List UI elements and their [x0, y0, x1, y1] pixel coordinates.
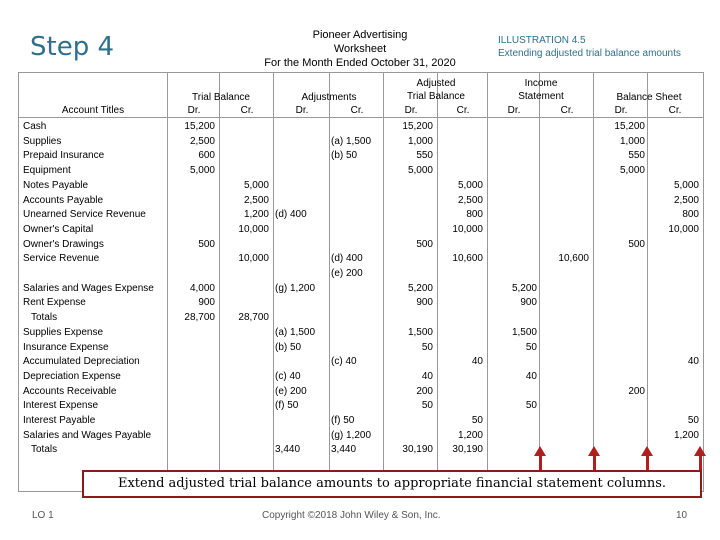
atb-cr-cell: 40 [471, 356, 483, 368]
period: For the Month Ended October 31, 2020 [264, 57, 456, 69]
header-divider [19, 117, 703, 118]
adj-cr-cell: (d) 400 [331, 253, 363, 265]
atb-cr-cell: 50 [471, 415, 483, 426]
adj-cr-cell: (g) 1,200 [331, 429, 372, 441]
adj-cr-cell: (a) 1,500 [331, 135, 372, 147]
bs-dr-cell: 15,200 [614, 121, 645, 132]
grid-line [273, 73, 274, 491]
atb-dr-cell: 550 [416, 150, 433, 162]
bs-cr-cell: 50 [687, 415, 699, 426]
account-title: Totals [31, 312, 58, 324]
atb-cr-cell: 5,000 [457, 179, 483, 191]
dr-label: Dr. [507, 105, 521, 116]
atb-dr-cell: 200 [416, 385, 433, 397]
atb-cr-cell: 30,190 [452, 444, 483, 456]
adj-cr-cell: (c) 40 [331, 356, 357, 368]
account-title: Owner's Drawings [23, 238, 104, 250]
income-statement-header-2: Statement [518, 91, 564, 102]
tb-dr-cell: 900 [198, 297, 215, 309]
atb-dr-cell: 40 [421, 370, 433, 382]
is-dr-cell: 50 [525, 400, 537, 412]
grid-line [487, 73, 488, 491]
bs-dr-cell: 550 [628, 150, 645, 162]
bs-cr-cell: 2,500 [673, 194, 699, 206]
cr-label: Cr. [456, 105, 470, 116]
tb-dr-cell: 600 [198, 150, 215, 162]
bs-dr-cell: 200 [628, 385, 645, 397]
bs-dr-cell: 5,000 [619, 165, 645, 177]
adj-cr-cell: (e) 200 [331, 268, 363, 279]
illustration-title: ILLUSTRATION 4.5 [498, 35, 586, 46]
arrow-shaft [539, 455, 542, 471]
atb-dr-cell: 900 [416, 297, 433, 309]
bs-cr-cell: 40 [687, 356, 699, 368]
cr-label: Cr. [560, 105, 574, 116]
atb-cr-cell: 2,500 [457, 194, 483, 206]
copyright: Copyright ©2018 John Wiley & Son, Inc. [262, 510, 441, 521]
account-title: Supplies [23, 135, 62, 147]
cr-label: Cr. [668, 105, 682, 116]
account-title: Rent Expense [23, 297, 86, 309]
atb-dr-cell: 15,200 [402, 121, 433, 132]
tb-dr-cell: 5,000 [189, 165, 215, 177]
balance-sheet-header: Balance Sheet [616, 92, 682, 103]
account-title: Accumulated Depreciation [23, 356, 140, 368]
tb-dr-cell: 15,200 [184, 121, 215, 132]
illustration-caption [498, 34, 681, 60]
adj-dr-cell: (f) 50 [275, 400, 299, 412]
grid-line [647, 73, 648, 491]
atb-dr-cell: 1,000 [407, 135, 433, 147]
bs-dr-cell: 500 [628, 238, 645, 250]
bs-cr-cell: 10,000 [668, 223, 699, 235]
account-title: Notes Payable [23, 179, 89, 191]
grid-line [329, 73, 330, 491]
arrow-up-icon [588, 446, 600, 456]
atb-cr-cell: 10,000 [452, 223, 483, 235]
is-dr-cell: 40 [525, 370, 537, 382]
bs-cr-cell: 5,000 [673, 179, 699, 191]
trial-balance-header: Trial Balance [192, 92, 250, 103]
atb-dr-cell: 50 [421, 341, 433, 353]
document-name: Worksheet [333, 43, 387, 55]
tb-dr-cell: 4,000 [189, 282, 215, 294]
account-title: Accounts Receivable [23, 385, 117, 397]
step-title: Step 4 [30, 32, 115, 62]
tb-cr-cell: 10,000 [238, 253, 269, 265]
adj-dr-cell: (d) 400 [275, 209, 307, 221]
tb-dr-cell: 28,700 [184, 312, 215, 324]
arrow-up-icon [694, 446, 706, 456]
account-title: Unearned Service Revenue [23, 209, 146, 221]
adj-dr-cell: (g) 1,200 [275, 282, 316, 294]
adj-dr-cell: (b) 50 [275, 341, 302, 353]
atb-dr-cell: 500 [416, 238, 433, 250]
grid-line [593, 73, 594, 491]
adj-dr-cell: (e) 200 [275, 385, 307, 397]
account-title: Insurance Expense [23, 341, 109, 353]
dr-label: Dr. [187, 105, 201, 116]
income-statement-header-1: Income [524, 78, 558, 89]
adjusted-tb-header-1: Adjusted [416, 78, 456, 89]
account-title: Depreciation Expense [23, 370, 121, 382]
company-name: Pioneer Advertising [312, 29, 408, 41]
arrow-up-icon [534, 446, 546, 456]
account-title: Salaries and Wages Expense [23, 282, 154, 294]
is-dr-cell: 5,200 [511, 282, 537, 294]
adj-cr-cell: 3,440 [331, 444, 357, 456]
grid-line [539, 73, 540, 491]
atb-cr-cell: 1,200 [457, 429, 483, 441]
adj-cr-cell: (b) 50 [331, 150, 358, 162]
account-title: Accounts Payable [23, 194, 104, 206]
bs-cr-cell: 1,200 [673, 429, 699, 441]
cr-label: Cr. [350, 105, 364, 116]
is-dr-cell: 900 [520, 297, 537, 309]
arrow-up-icon [641, 446, 653, 456]
arrow-shaft [593, 455, 596, 471]
tb-cr-cell: 28,700 [238, 312, 269, 324]
tb-dr-cell: 2,500 [189, 135, 215, 147]
grid-line [219, 73, 220, 491]
account-titles-header: Account Titles [61, 105, 125, 116]
atb-dr-cell: 1,500 [407, 326, 433, 338]
atb-dr-cell: 50 [421, 400, 433, 412]
adj-dr-cell: 3,440 [275, 444, 301, 456]
account-title: Supplies Expense [23, 326, 104, 338]
page-number: 10 [676, 510, 688, 521]
grid-line [437, 73, 438, 491]
arrow-shaft [646, 455, 649, 471]
account-title: Interest Expense [23, 400, 99, 412]
bs-dr-cell: 1,000 [619, 135, 645, 147]
dr-label: Dr. [404, 105, 418, 116]
dr-label: Dr. [295, 105, 309, 116]
adj-cr-cell: (f) 50 [331, 415, 355, 426]
adj-dr-cell: (a) 1,500 [275, 326, 316, 338]
adjusted-tb-header-2: Trial Balance [407, 91, 465, 102]
account-title: Salaries and Wages Payable [23, 429, 152, 441]
worksheet-grid [18, 72, 704, 492]
atb-dr-cell: 30,190 [402, 444, 433, 456]
learning-objective: LO 1 [32, 510, 54, 521]
is-dr-cell: 50 [525, 341, 537, 353]
account-title: Cash [23, 121, 47, 132]
arrow-shaft [699, 455, 702, 471]
is-dr-cell: 1,500 [511, 326, 537, 338]
tb-cr-cell: 2,500 [243, 194, 269, 206]
account-title: Equipment [23, 165, 71, 177]
worksheet-header [240, 28, 480, 70]
cr-label: Cr. [240, 105, 254, 116]
account-title: Interest Payable [23, 415, 96, 426]
callout-box: Extend adjusted trial balance amounts to appropriate financial statement columns. [82, 470, 702, 498]
tb-dr-cell: 500 [198, 238, 215, 250]
bs-cr-cell: 800 [682, 209, 699, 221]
grid-line [167, 73, 168, 491]
tb-cr-cell: 10,000 [238, 223, 269, 235]
illustration-subtitle: Extending adjusted trial balance amounts [498, 48, 681, 59]
atb-cr-cell: 800 [466, 209, 483, 221]
atb-cr-cell: 10,600 [452, 253, 483, 265]
grid-line [383, 73, 384, 491]
adjustments-header: Adjustments [301, 92, 357, 103]
account-title: Service Revenue [23, 253, 100, 265]
adj-dr-cell: (c) 40 [275, 370, 301, 382]
atb-dr-cell: 5,000 [407, 165, 433, 177]
account-title: Prepaid Insurance [23, 150, 105, 162]
tb-cr-cell: 1,200 [243, 209, 269, 221]
atb-dr-cell: 5,200 [407, 282, 433, 294]
dr-label: Dr. [614, 105, 628, 116]
account-title: Owner's Capital [23, 223, 94, 235]
tb-cr-cell: 5,000 [243, 179, 269, 191]
account-title: Totals [31, 444, 58, 456]
is-cr-cell: 10,600 [558, 253, 589, 265]
